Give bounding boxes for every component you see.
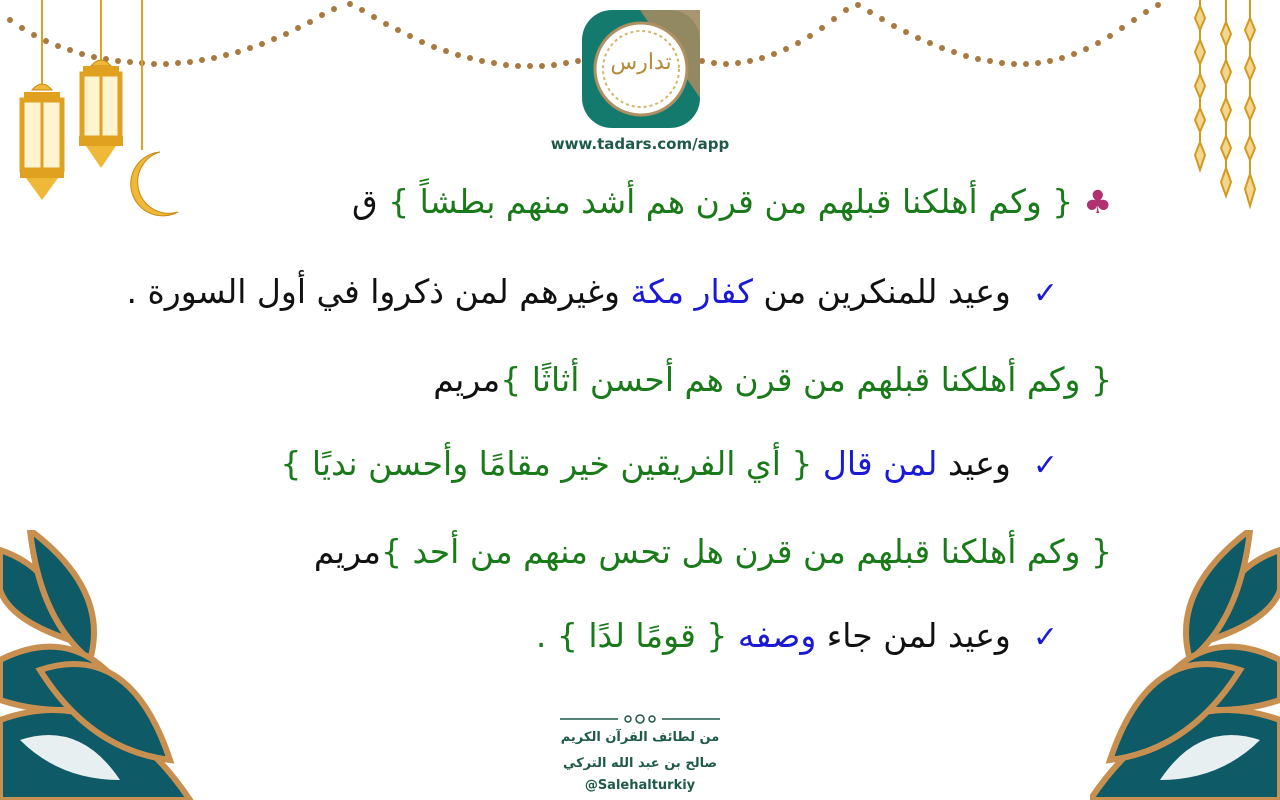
surah-name: ق xyxy=(352,182,389,221)
checkmark-icon: ✓ xyxy=(1032,276,1058,311)
logo-text: تدارس xyxy=(610,50,672,75)
verse-open-brace: { xyxy=(1041,182,1074,221)
website-url[interactable]: www.tadars.com/app xyxy=(550,135,730,153)
app-logo[interactable] xyxy=(580,8,702,130)
footer-handle[interactable]: @Salehalturkiy xyxy=(584,778,696,793)
footer-author: صالح بن عبد الله التركي xyxy=(562,756,718,771)
explanation-line-1 xyxy=(127,272,1058,314)
verse-close-brace: } xyxy=(388,182,420,221)
lantern-icon xyxy=(14,0,74,210)
surah-name: مريم xyxy=(313,532,381,571)
floral-ornament-icon xyxy=(1090,530,1280,800)
surah-name: مريم xyxy=(433,360,501,399)
floral-ornament-icon xyxy=(0,530,200,800)
verse-text: وكم أهلكنا قبلهم من قرن هم أشد منهم بطشاً xyxy=(419,182,1042,221)
explanation-line-3 xyxy=(536,616,1058,658)
crescent-moon-icon xyxy=(120,0,184,220)
verse-close-brace: } xyxy=(500,360,532,399)
club-bullet-icon: ♣ xyxy=(1083,183,1112,221)
verse-line-1 xyxy=(352,182,1112,222)
footer-line-1: من لطائف القرآن الكريم xyxy=(560,730,720,745)
checkmark-icon: ✓ xyxy=(1032,620,1058,655)
verse-close-brace: } xyxy=(380,532,413,571)
explanation-text: وغيرهم لمن ذكروا في أول السورة . xyxy=(126,272,631,311)
checkmark-icon: ✓ xyxy=(1032,448,1058,483)
hanging-ornament-icon xyxy=(1186,0,1266,215)
explanation-highlight: كفار مكة xyxy=(630,272,753,311)
explanation-text: وعيد للمنكرين من xyxy=(752,272,1011,311)
divider-ornament-icon xyxy=(560,712,720,726)
explanation-highlight: لمن قال xyxy=(822,444,938,483)
explanation-text: وعيد xyxy=(937,444,1011,483)
explanation-quote: { قومًا لدًا } . xyxy=(535,616,738,655)
explanation-quote: { أي الفريقين خير مقامًا وأحسن نديًا } xyxy=(280,444,823,483)
explanation-highlight: وصفه xyxy=(737,616,817,655)
verse-open-brace: { xyxy=(1080,532,1112,571)
explanation-line-2 xyxy=(280,444,1058,486)
verse-line-2 xyxy=(433,360,1112,400)
verse-text: وكم أهلكنا قبلهم من قرن هم أحسن أثاثًا xyxy=(531,360,1081,399)
verse-line-3 xyxy=(314,532,1112,572)
explanation-text: وعيد لمن جاء xyxy=(816,616,1011,655)
verse-text: وكم أهلكنا قبلهم من قرن هل تحس منهم من أحد xyxy=(412,532,1081,571)
verse-open-brace: { xyxy=(1080,360,1112,399)
